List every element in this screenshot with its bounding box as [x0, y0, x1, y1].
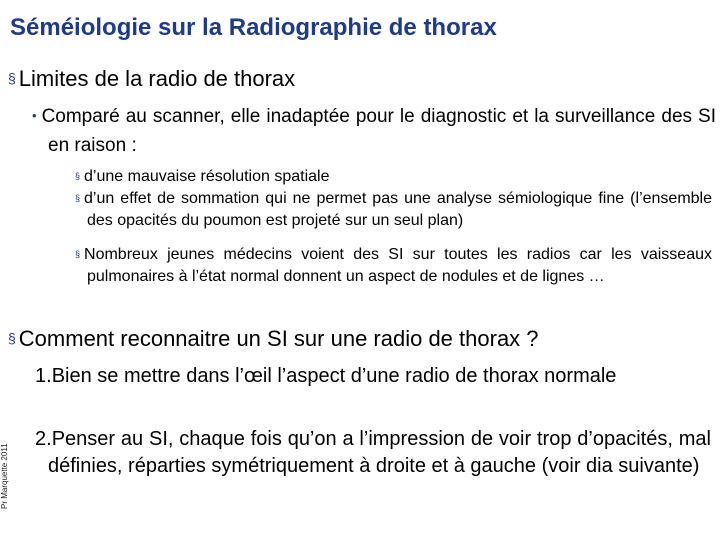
step-text: Bien se mettre dans l’œil l’aspect d’une radio de thorax normale — [51, 365, 617, 387]
round-bullet-icon: • — [32, 108, 37, 123]
section-bullet-icon: § — [8, 70, 16, 86]
section-heading: Comment reconnaitre un SI sur une radio de thorax ? — [18, 326, 539, 351]
step-number: 2. — [35, 428, 52, 450]
section-comment — [8, 326, 539, 352]
list-item-text: d’un effet de sommation qui ne permet pas une analyse sémiologique fine (l’ensemble des opacités du poumon est projeté sur un seul plan) — [84, 190, 712, 229]
list-item-text: Nombreux jeunes médecins voient des SI sur toutes les radios car les vaisseaux pulmonaires à l’état normal donnent un aspect de nodules et de lignes … — [84, 246, 712, 285]
numbered-step — [35, 363, 711, 390]
list-item — [75, 165, 712, 188]
subpoint-text: Comparé au scanner, elle inadaptée pour le diagnostic et la surveillance des SI en raison : — [41, 106, 716, 156]
square-bullet-icon: § — [75, 249, 81, 259]
numbered-step — [35, 426, 711, 480]
author-footer: Pr Marquette 2011 — [0, 443, 9, 509]
subpoint-scanner — [32, 101, 716, 160]
step-text: Penser au SI, chaque fois qu’on a l’impression de voir trop d’opacités, mal définies, réparties symétriquement à droite et à gauche (voir dia suivante) — [48, 428, 711, 477]
list-item — [75, 243, 712, 288]
section-limites — [8, 66, 295, 92]
list-item-text: d’une mauvaise résolution spatiale — [84, 168, 330, 185]
section-heading: Limites de la radio de thorax — [18, 66, 296, 91]
square-bullet-icon: § — [75, 193, 81, 203]
square-bullet-icon: § — [75, 171, 81, 181]
step-number: 1. — [35, 365, 52, 387]
section-bullet-icon: § — [8, 330, 16, 346]
list-item — [75, 187, 712, 232]
slide-title: Séméiologie sur la Radiographie de thorax — [10, 14, 497, 41]
